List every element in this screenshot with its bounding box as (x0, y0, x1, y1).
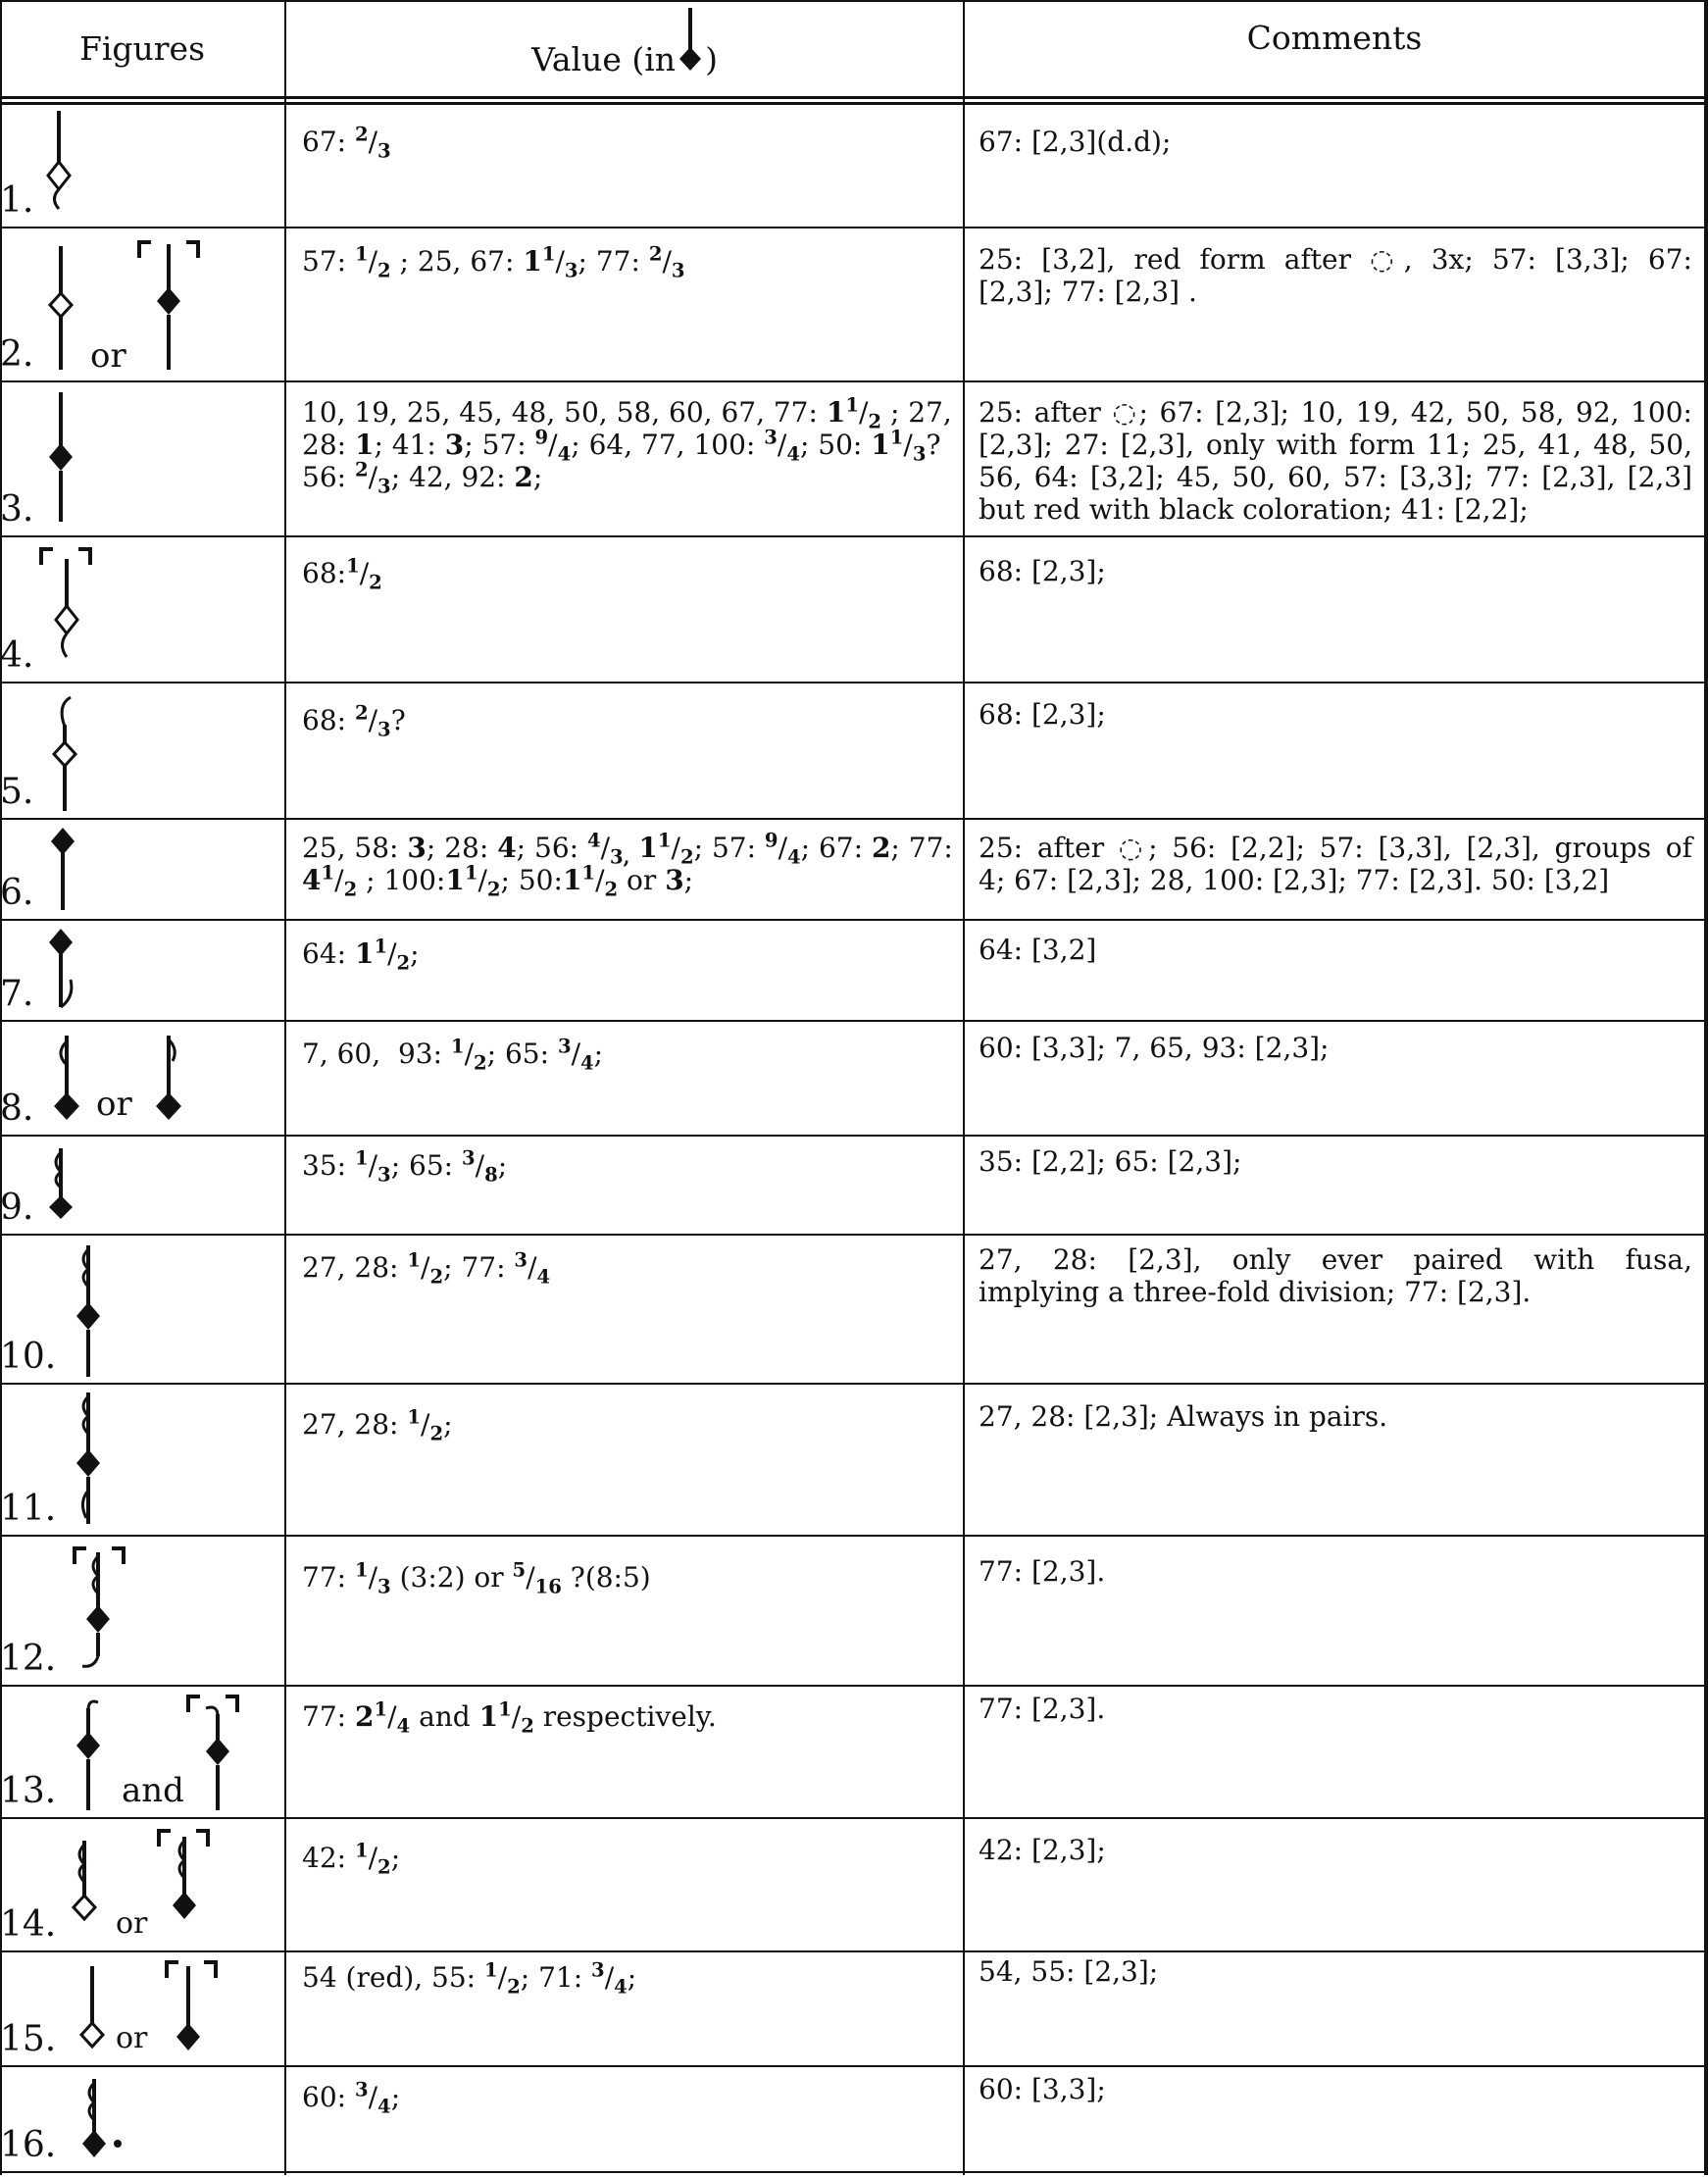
figure-cell-16 (0, 2067, 284, 2171)
figure-conjunction: and (122, 1771, 184, 1810)
table-bottom-border (0, 2171, 1708, 2173)
semibreve-note-icon (676, 8, 705, 76)
comment-cell-16: 60: [3,3]; (979, 2073, 1106, 2105)
filled-note-figure-icon (45, 392, 84, 525)
value-line: 10, 19, 25, 45, 48, 50, 58, 60, 67, 77: $1^1/_2$ ; 27, (302, 393, 952, 433)
figure-cell-6 (0, 820, 284, 919)
value-cell-8: 7, 60, 93: $^1/_2$; 65: $^3/_4$; (302, 1035, 604, 1075)
head-top-note-figure-icon (47, 828, 86, 916)
figure-cell-1 (0, 99, 284, 227)
figure-number: 7. (0, 974, 34, 1014)
value-line: 25, 58: 3; 28: 4; 56: $^4/_{3,}$ $1^1/_2$; 57: $^9/_4$; 67: 2; 77: (302, 829, 953, 869)
figure-cell-13 (0, 1687, 284, 1817)
figure-cell-2 (0, 228, 284, 380)
value-cell-13: 77: $2^1/_4$ and $1^1/_2$ respectively. (302, 1697, 717, 1738)
figure-number: 1. (0, 180, 34, 221)
header-value-label: Value (in (531, 39, 677, 78)
figure-number: 4. (0, 635, 34, 676)
column-divider-2 (963, 0, 965, 2175)
comment-cell-6 (979, 832, 1692, 896)
comment-cell-8: 60: [3,3]; 7, 65, 93: [2,3]; (979, 1032, 1330, 1064)
value-cell-4: $68:^1/_2$ (302, 554, 382, 594)
figure-cell-9 (0, 1137, 284, 1234)
void-bracket-filled-note-figure-icon (165, 1958, 243, 2056)
value-cell-6 (302, 829, 953, 901)
comment-line: but red with black coloration; 41: [2,2]; (979, 493, 1529, 526)
comment-cell-4: 68: [2,3]; (979, 555, 1106, 587)
comment-cell-1: 67: [2,3](d.d); (979, 126, 1172, 158)
figure-conjunction: or (116, 2021, 148, 2055)
comment-cell-13: 77: [2,3]. (979, 1693, 1106, 1725)
comment-line: 56, 64: [3,2]; 45, 50, 60, 57: [3,3]; 77: [2,3], [2,3] (979, 461, 1692, 493)
value-cell-7: 64: $1^1/_2$; (302, 935, 420, 975)
fusa-note-figure-icon (43, 1148, 92, 1227)
flagged-right-semiminim-figure-icon (147, 1036, 196, 1124)
hooked-head-top-note-figure-icon (47, 929, 86, 1017)
figure-number: 12. (0, 1639, 57, 1679)
void-bracket-hollow-note-figure-icon (39, 545, 108, 673)
void-bracket-fusa-filled-note-figure-icon (157, 1827, 235, 1945)
figure-number: 8. (0, 1088, 34, 1129)
figure-cell-14 (0, 1819, 284, 1950)
figure-number: 6. (0, 873, 34, 913)
void-bracket-note-figure-icon (137, 238, 206, 376)
figure-number: 14. (0, 1904, 57, 1945)
comment-line: [2,3]; 77: [2,3] . (979, 276, 1197, 308)
stem-hollow-note-figure-icon (76, 1966, 116, 2054)
flagged-hollow-note-figure-icon (49, 695, 88, 813)
figure-conjunction: or (96, 1085, 132, 1124)
value-cell-2: 57: $^1/_2$ ; 25, 67: $1^1/_3$; 77: $^2/_3$ (302, 242, 685, 282)
flagged-semiminim-figure-icon (45, 1036, 94, 1124)
value-cell-12: 77: $^1/_3$ (3:2) or $^5/_{16}$ ?(8:5) (302, 1558, 651, 1598)
comment-line: 4; 67: [2,3]; 28, 100: [2,3]; 77: [2,3]. 50: [3,2] (979, 864, 1610, 896)
double-flag-note-figure-icon (71, 1392, 120, 1530)
figure-cell-3 (0, 382, 284, 535)
comment-cell-10 (979, 1243, 1692, 1308)
figure-number: 11. (0, 1489, 57, 1529)
hollow-note-figure-icon (47, 246, 86, 374)
value-cell-11: 27, 28: $^1/_2$; (302, 1405, 453, 1445)
comment-cell-11: 27, 28: [2,3]; Always in pairs. (979, 1400, 1388, 1433)
figure-number: 9. (0, 1188, 34, 1228)
value-line: $4^1/_2$ ; $100:1^1/_2$; $50:1^1/_2$ or 3; (302, 861, 694, 901)
table-right-border (1704, 0, 1708, 2175)
header-value-close: ) (705, 39, 718, 78)
figure-cell-11 (0, 1385, 284, 1535)
comment-line: 25: [3,2], red form after ◌, 3x; 57: [3,3]; 67: (979, 243, 1692, 276)
figure-number: 10. (0, 1337, 57, 1377)
value-cell-3 (302, 393, 952, 498)
value-line: 56: $^2/_3$; 42, 92: 2; (302, 458, 543, 498)
figure-cell-12 (0, 1537, 284, 1685)
figure-cell-8 (0, 1022, 284, 1135)
figure-number: 2. (0, 334, 34, 375)
value-line: 28: 1; 41: 3; 57: $^9/_4$; 64, 77, 100: $^3/_4$; 50: $1^1/_3$? (302, 426, 941, 466)
comment-cell-3 (979, 396, 1692, 526)
value-cell-14: 42: $^1/_2$; (302, 1839, 401, 1879)
figure-cell-7 (0, 921, 284, 1020)
value-cell-5: 68: $^2/_3$? (302, 701, 406, 741)
fusa-hollow-note-figure-icon (67, 1841, 116, 1939)
figure-cell-5 (0, 683, 284, 818)
header-figures: Figures (78, 28, 206, 68)
figure-cell-10 (0, 1236, 284, 1383)
figure-number: 13. (0, 1771, 57, 1811)
value-cell-16: 60: $^3/_4$; (302, 2078, 401, 2118)
comment-line: [2,3]; 27: [2,3], only with form 11; 25, 41, 48, 50, (979, 429, 1692, 461)
dotted-fusa-note-figure-icon (76, 2079, 145, 2177)
comment-line: 27, 28: [2,3], only ever paired with fusa, (979, 1243, 1692, 1276)
value-cell-15: 54 (red), 55: $^1/_2$; 71: $^3/_4$; (302, 1958, 637, 1999)
figure-number: 15. (0, 2019, 57, 2059)
comment-cell-12: 77: [2,3]. (979, 1555, 1106, 1588)
value-cell-10: 27, 28: $^1/_2$; 77: $^3/_4$ (302, 1248, 551, 1289)
header-comments: Comments (1246, 18, 1423, 57)
fusa-stem-note-figure-icon (71, 1245, 120, 1383)
comment-cell-7: 64: [3,2] (979, 934, 1097, 966)
column-divider-1 (284, 0, 286, 2175)
value-cell-1: 67: $^2/_3$ (302, 123, 391, 163)
comment-line: 25: after ◌; 56: [2,2]; 57: [3,3], [2,3], groups of (979, 832, 1692, 864)
hook-top-note-figure-icon (71, 1695, 120, 1822)
comment-cell-5: 68: [2,3]; (979, 698, 1106, 731)
figure-conjunction: or (90, 336, 126, 376)
value-cell-9: 35: $^1/_3$; 65: $^3/_8$; (302, 1146, 508, 1187)
comment-cell-2 (979, 243, 1692, 308)
void-bracket-fusa-note-figure-icon (73, 1544, 151, 1682)
hollow-minim-figure-icon (39, 111, 98, 219)
figure-number: 16. (0, 2125, 57, 2165)
figure-cell-4 (0, 537, 284, 682)
header-value (286, 0, 963, 96)
figure-number: 3. (0, 489, 34, 530)
comment-cell-15: 54, 55: [2,3]; (979, 1955, 1159, 1988)
comment-line: implying a three-fold division; 77: [2,3]. (979, 1276, 1532, 1308)
comment-line: 25: after ◌; 67: [2,3]; 10, 19, 42, 50, 58, 92, 100: (979, 396, 1692, 429)
comment-cell-9: 35: [2,2]; 65: [2,3]; (979, 1145, 1242, 1178)
comment-cell-14: 42: [2,3]; (979, 1834, 1106, 1866)
void-bracket-hook-note-figure-icon (186, 1693, 265, 1820)
figure-number: 5. (0, 772, 34, 812)
figure-cell-15 (0, 1952, 284, 2065)
figure-conjunction: or (116, 1906, 148, 1941)
